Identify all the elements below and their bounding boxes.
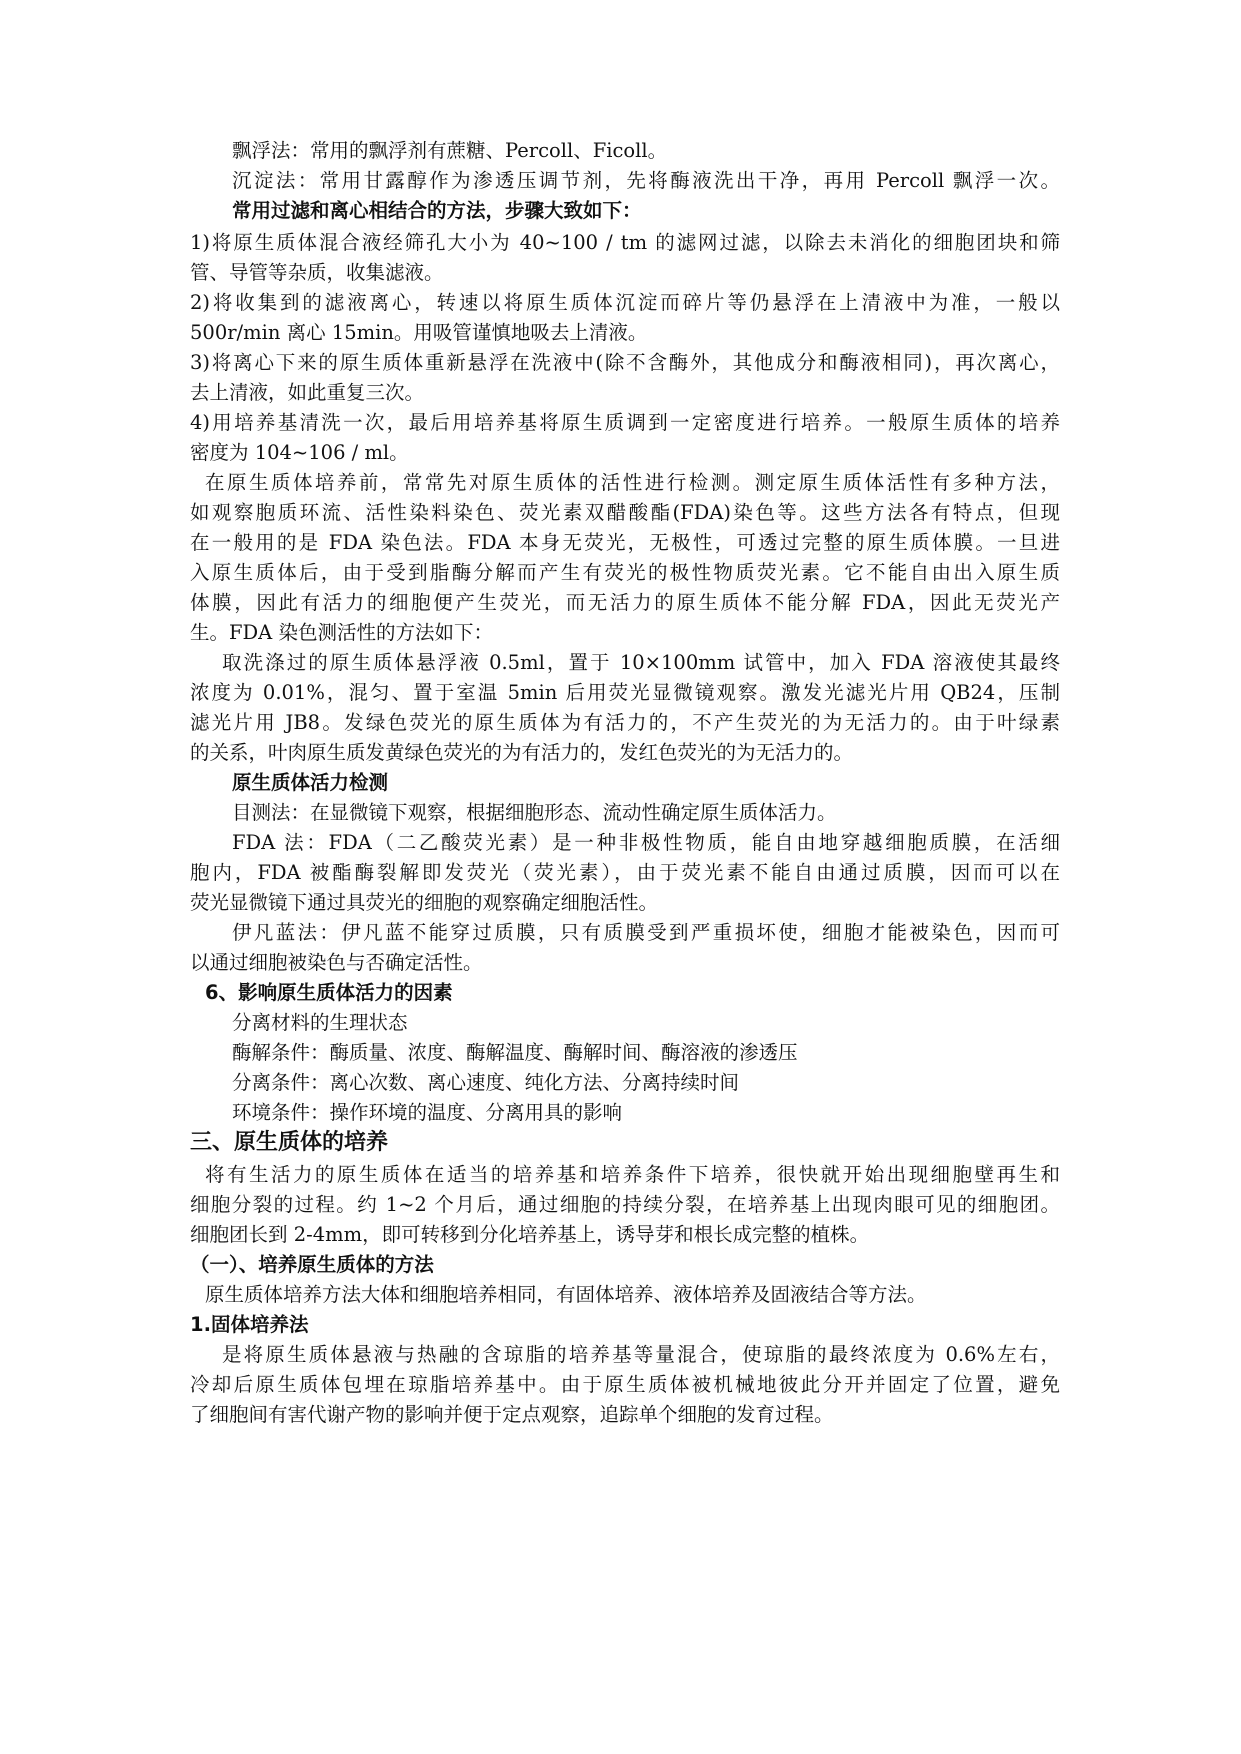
paragraph-line: 在原生质体培养前，常常先对原生质体的活性进行检测。测定原生质体活性有多种方法， — [205, 471, 1060, 494]
paragraph-line: 滤光片用 JB8。发绿色荧光的原生质体为有活力的，不产生荧光的为无活力的。由于叶绿素 — [190, 711, 1060, 734]
paragraph-line: 是将原生质体悬液与热融的含琼脂的培养基等量混合，使琼脂的最终浓度为 0.6%左右， — [222, 1343, 1060, 1366]
chapter-heading: 三、原生质体的培养 — [190, 1130, 389, 1155]
paragraph-line: 了细胞间有害代谢产物的影响并便于定点观察，追踪单个细胞的发育过程。 — [190, 1403, 834, 1426]
paragraph-line: 荧光显微镜下通过具荧光的细胞的观察确定细胞活性。 — [190, 891, 659, 914]
paragraph-line: 飘浮法：常用的飘浮剂有蔗糖、Percoll、Ficoll。 — [232, 139, 668, 162]
paragraph-line: 4)用培养基清洗一次，最后用培养基将原生质调到一定密度进行培养。一般原生质体的培养 — [190, 411, 1060, 434]
paragraph-line: 如观察胞质环流、活性染料染色、荧光素双醋酸酯(FDA)染色等。这些方法各有特点，但现 — [190, 501, 1060, 524]
paragraph-line: 将有生活力的原生质体在适当的培养基和培养条件下培养，很快就开始出现细胞壁再生和 — [205, 1163, 1060, 1186]
paragraph-line: 浓度为 0.01%，混匀、置于室温 5min 后用荧光显微镜观察。激发光滤光片用 QB24，压制 — [190, 681, 1060, 704]
paragraph-line: 密度为 104~106 / ml。 — [190, 441, 409, 464]
paragraph-line: 沉淀法：常用甘露醇作为渗透压调节剂，先将酶液洗出干净，再用 Percoll 飘浮一次。 — [232, 169, 1060, 192]
paragraph-line: 取洗涤过的原生质体悬浮液 0.5ml，置于 10×100mm 试管中，加入 FDA 溶液使其最终 — [222, 651, 1060, 674]
paragraph-line: FDA 法：FDA（二乙酸荧光素）是一种非极性物质，能自由地穿越细胞质膜，在活细 — [232, 831, 1060, 854]
paragraph-line: 目测法：在显微镜下观察，根据细胞形态、流动性确定原生质体活力。 — [232, 801, 837, 824]
paragraph-line: 3)将离心下来的原生质体重新悬浮在洗液中(除不含酶外，其他成分和酶液相同)，再次离心， — [190, 351, 1060, 374]
paragraph-line: 胞内，FDA 被酯酶裂解即发荧光（荧光素），由于荧光素不能自由通过质膜，因而可以在 — [190, 861, 1060, 884]
paragraph-line: 以通过细胞被染色与否确定活性。 — [190, 951, 483, 974]
paragraph-line: 在一般用的是 FDA 染色法。FDA 本身无荧光，无极性，可透过完整的原生质体膜。一旦进 — [190, 531, 1060, 554]
paragraph-line: 细胞分裂的过程。约 1~2 个月后，通过细胞的持续分裂，在培养基上出现肉眼可见的细胞团。 — [190, 1193, 1060, 1216]
paragraph-line: 2)将收集到的滤液离心，转速以将原生质体沉淀而碎片等仍悬浮在上清液中为准，一般以 — [190, 291, 1060, 314]
paragraph-line: 体膜，因此有活力的细胞便产生荧光，而无活力的原生质体不能分解 FDA，因此无荧光产 — [190, 591, 1060, 614]
paragraph-line: 生。FDA 染色测活性的方法如下： — [190, 621, 493, 644]
paragraph-line: 的关系，叶肉原生质发黄绿色荧光的为有活力的，发红色荧光的为无活力的。 — [190, 741, 854, 764]
paragraph-line: 分离材料的生理状态 — [232, 1011, 408, 1034]
paragraph-line: 冷却后原生质体包埋在琼脂培养基中。由于原生质体被机械地彼此分开并固定了位置，避免 — [190, 1373, 1060, 1396]
paragraph-line: 1)将原生质体混合液经筛孔大小为 40~100 / tm 的滤网过滤，以除去未消化的细胞团块和筛 — [190, 231, 1060, 254]
section-subheading: 原生质体活力检测 — [232, 771, 389, 794]
paragraph-line: 去上清液，如此重复三次。 — [190, 381, 425, 404]
section-subheading: 1.固体培养法 — [190, 1313, 309, 1336]
section-heading: （一）、培养原生质体的方法 — [190, 1253, 434, 1276]
paragraph-line: 分离条件：离心次数、离心速度、纯化方法、分离持续时间 — [232, 1071, 740, 1094]
paragraph-line: 500r/min 离心 15min。用吸管谨慎地吸去上清液。 — [190, 321, 648, 344]
paragraph-line: 入原生质体后，由于受到脂酶分解而产生有荧光的极性物质荧光素。它不能自由出入原生质 — [190, 561, 1060, 584]
paragraph-line: 伊凡蓝法：伊凡蓝不能穿过质膜，只有质膜受到严重损坏使，细胞才能被染色，因而可 — [232, 921, 1060, 944]
section-heading: 6、影响原生质体活力的因素 — [205, 981, 453, 1004]
paragraph-line: 原生质体培养方法大体和细胞培养相同，有固体培养、液体培养及固液结合等方法。 — [205, 1283, 927, 1306]
paragraph-line: 环境条件：操作环境的温度、分离用具的影响 — [232, 1101, 623, 1124]
section-subheading: 常用过滤和离心相结合的方法，步骤大致如下： — [232, 199, 642, 222]
paragraph-line: 酶解条件：酶质量、浓度、酶解温度、酶解时间、酶溶液的渗透压 — [232, 1041, 798, 1064]
paragraph-line: 管、导管等杂质，收集滤液。 — [190, 261, 444, 284]
paragraph-line: 细胞团长到 2-4mm，即可转移到分化培养基上，诱导芽和根长成完整的植株。 — [190, 1223, 870, 1246]
